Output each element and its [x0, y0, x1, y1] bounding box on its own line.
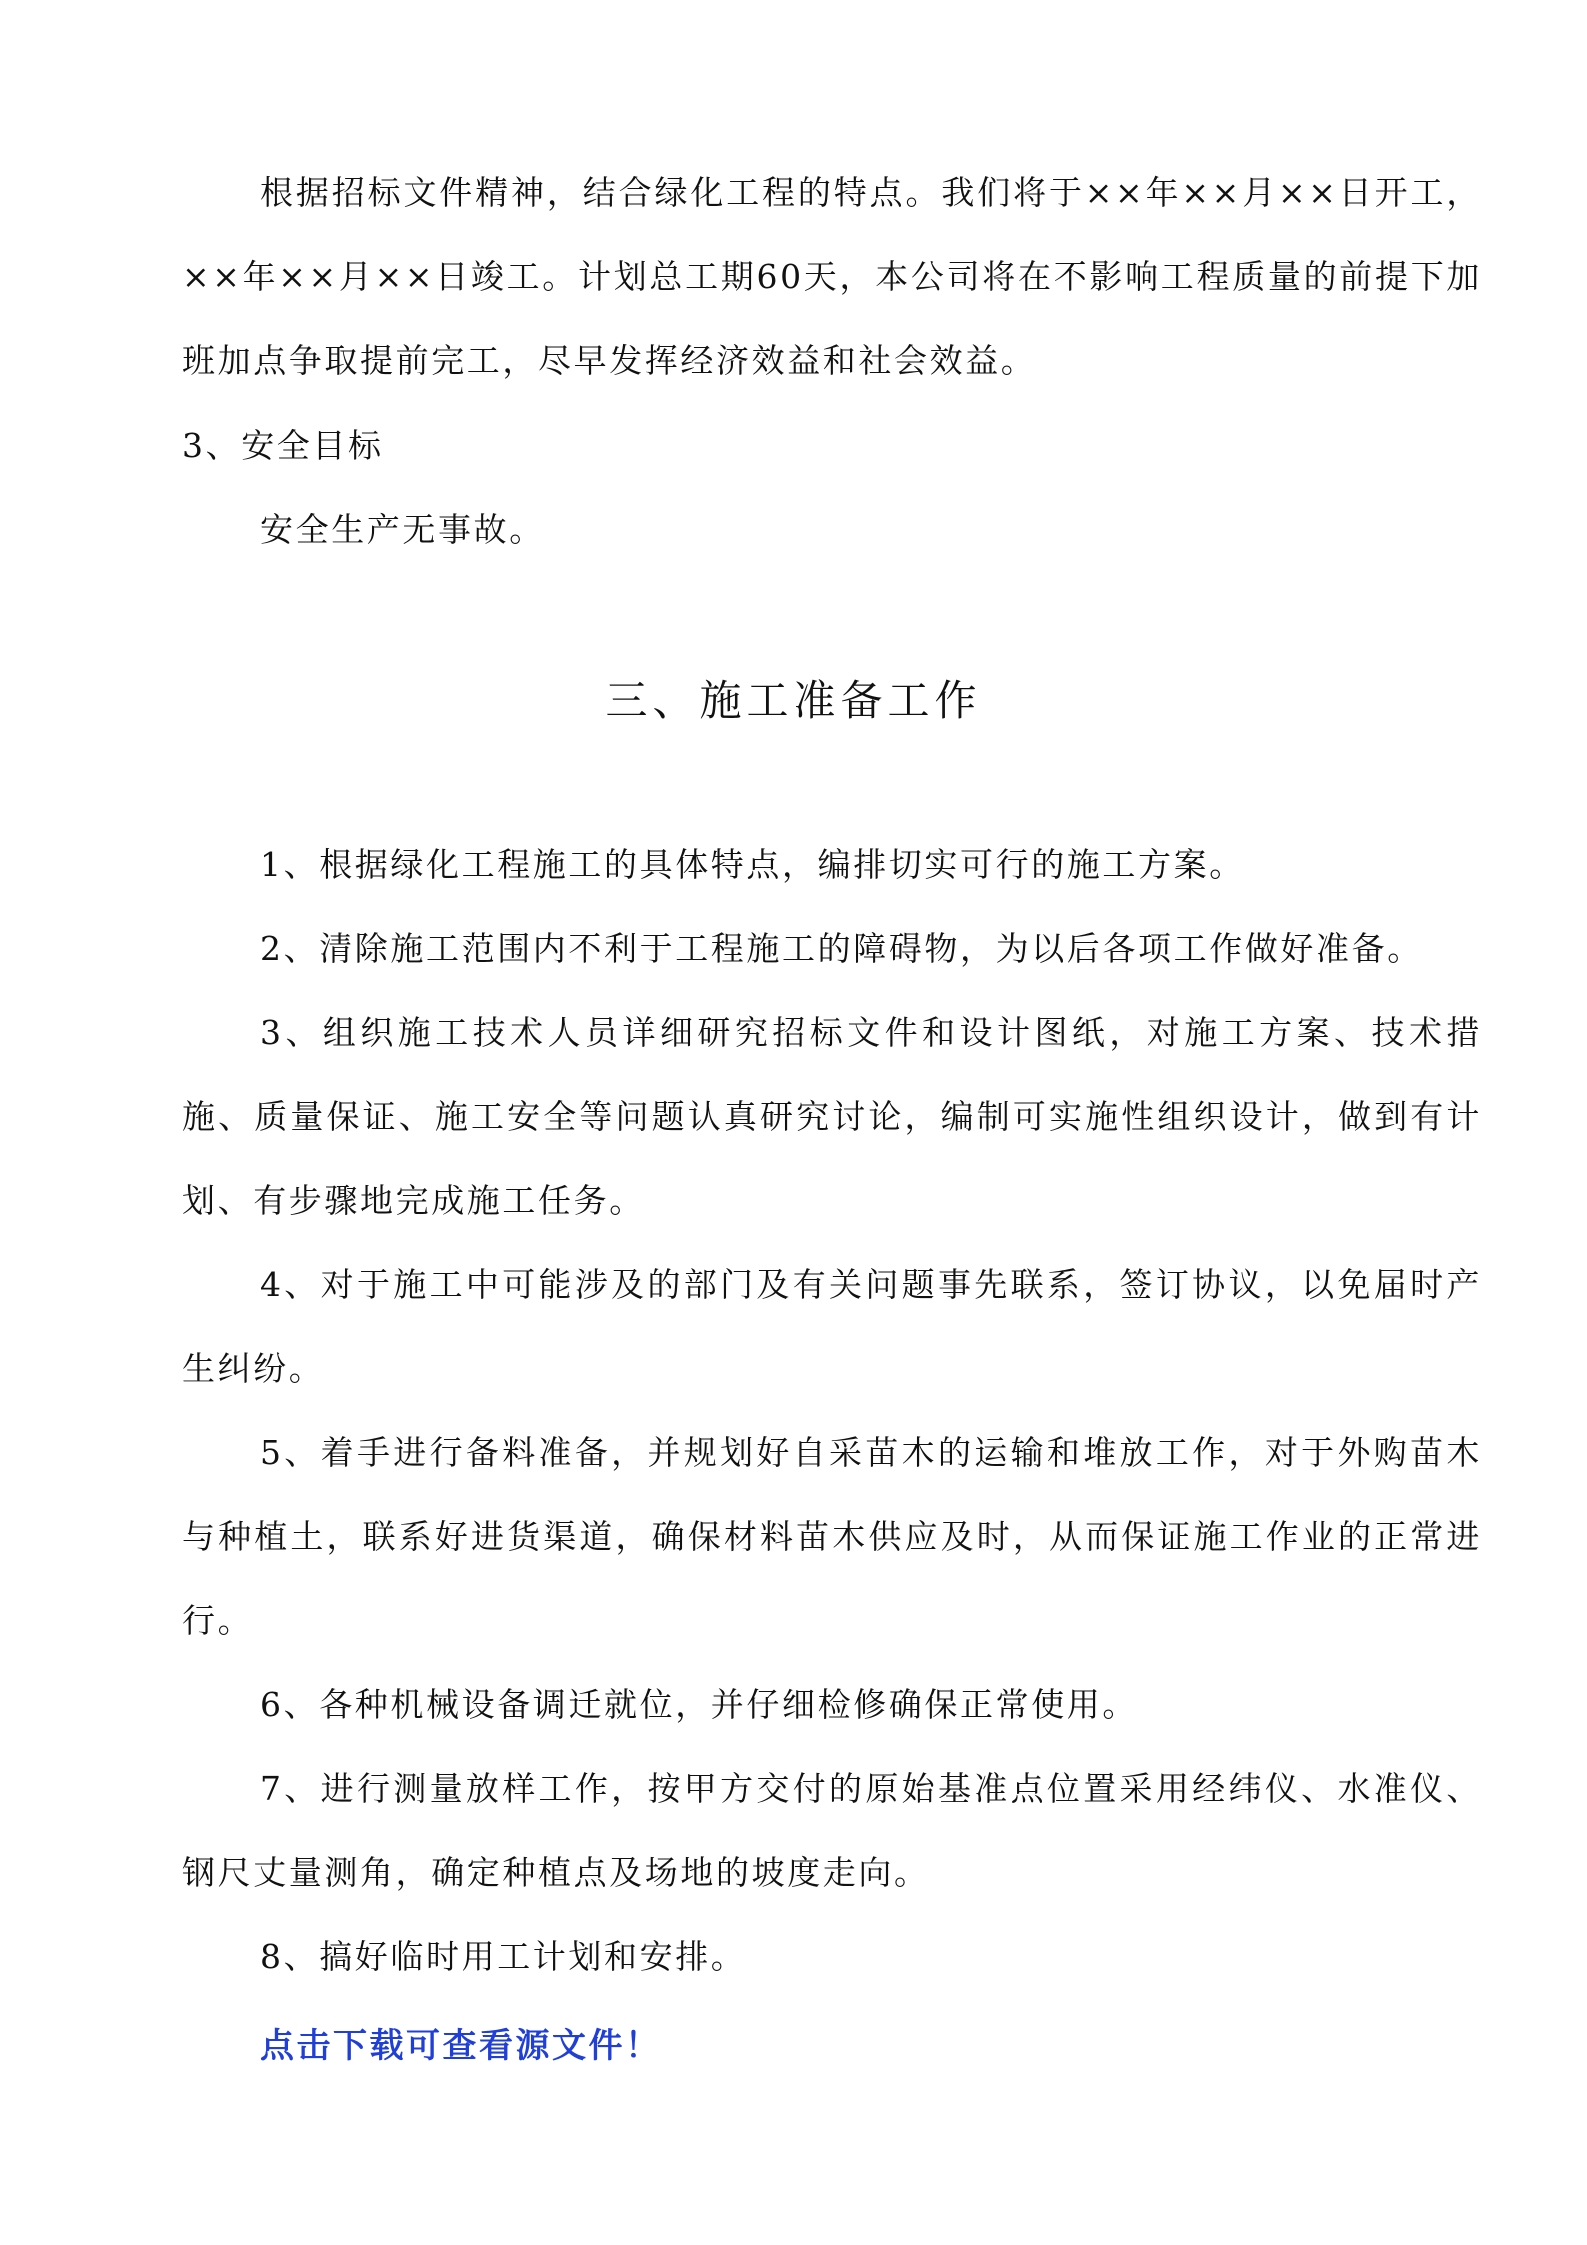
download-source-link[interactable]: 点击下载可查看源文件！	[260, 2026, 662, 2066]
list-item: 4、对于施工中可能涉及的部门及有关问题事先联系，签订协议，以免届时产生纠纷。	[182, 1265, 1482, 1388]
list-item: 5、着手进行备料准备，并规划好自采苗木的运输和堆放工作，对于外购苗木与种植土，联系好进货渠道，确保材料苗木供应及时，从而保证施工作业的正常进行。	[182, 1433, 1482, 1640]
safety-goal-text: 安全生产无事故。	[260, 510, 545, 549]
section-title: 三、施工准备工作	[605, 676, 982, 725]
safety-goal-heading: 3、安全目标	[182, 426, 384, 465]
list-item: 3、组织施工技术人员详细研究招标文件和设计图纸，对施工方案、技术措施、质量保证、施工安全等问题认真研究讨论，编制可实施性组织设计，做到有计划、有步骤地完成施工任务。	[182, 1013, 1482, 1220]
list-item: 8、搞好临时用工计划和安排。	[260, 1937, 747, 1976]
list-item: 1、根据绿化工程施工的具体特点，编排切实可行的施工方案。	[260, 845, 1245, 884]
intro-paragraph: 根据招标文件精神，结合绿化工程的特点。我们将于××年××月××日开工，××年××月××日竣工。计划总工期60天，本公司将在不影响工程质量的前提下加班加点争取提前完工，尽早发挥经济效益和社会效益。	[182, 173, 1482, 380]
list-item: 7、进行测量放样工作，按甲方交付的原始基准点位置采用经纬仪、水准仪、钢尺丈量测角，确定种植点及场地的坡度走向。	[182, 1769, 1482, 1892]
list-item: 2、清除施工范围内不利于工程施工的障碍物，为以后各项工作做好准备。	[260, 929, 1423, 968]
list-item: 6、各种机械设备调迁就位，并仔细检修确保正常使用。	[260, 1685, 1138, 1724]
